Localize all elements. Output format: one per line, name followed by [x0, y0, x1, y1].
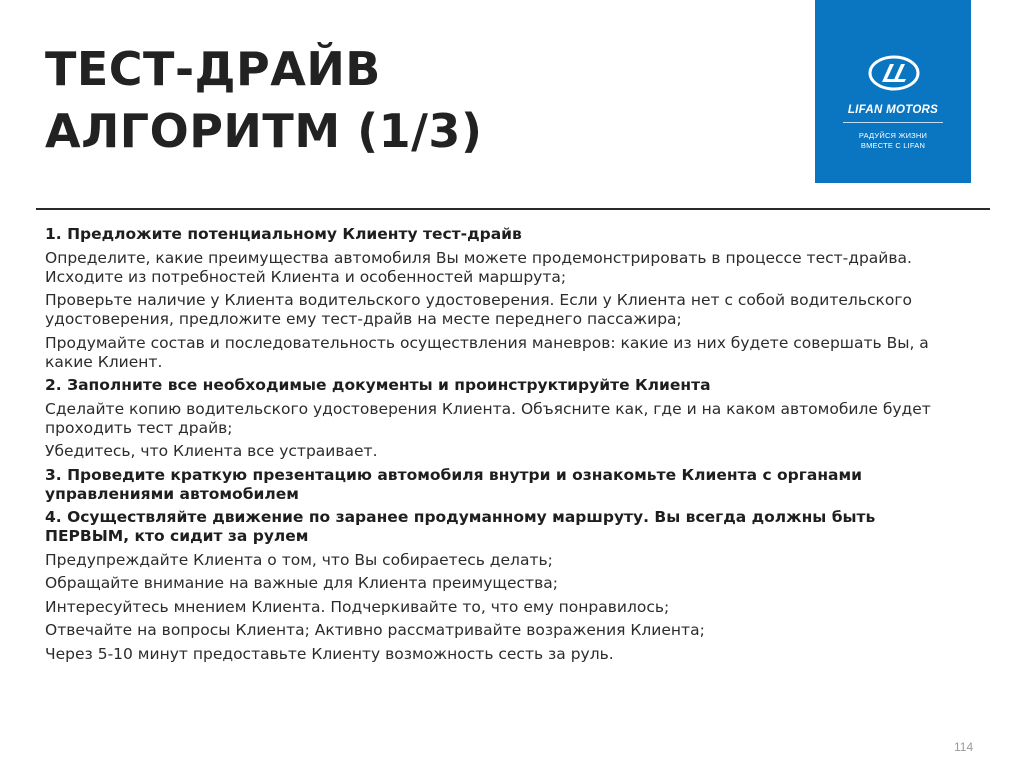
step-heading: 3. Проведите краткую презентацию автомобиля внутри и ознакомьте Клиента с органами управлениями автомобилем	[45, 465, 863, 503]
logo-divider	[843, 122, 943, 123]
step-heading: 1. Предложите потенциальному Клиенту тест-драйв	[45, 225, 522, 243]
lifan-logo	[815, 0, 971, 183]
slide-title	[45, 38, 482, 162]
step-instruction: Интересуйтесь мнением Клиента. Подчеркивайте то, что ему понравилось;	[45, 597, 670, 616]
step-instruction: Сделайте копию водительского удостоверения Клиента. Объясните как, где и на каком автомобиле будет проходить тест драйв;	[45, 399, 931, 437]
slide-title-line-1: ТЕСТ-ДРАЙВ	[45, 42, 381, 96]
logo-brand-name: LIFAN MOTORS	[847, 104, 939, 116]
logo-tagline-line-2: ВМЕСТЕ С LIFAN	[860, 141, 926, 150]
step-instruction: Определите, какие преимущества автомобиля Вы можете продемонстрировать в процессе тест-драйва. Исходите из потребностей Клиента и особенностей маршрута;	[45, 248, 912, 286]
step-instruction: Через 5-10 минут предоставьте Клиенту возможность сесть за руль.	[45, 644, 614, 663]
step-heading: 4. Осуществляйте движение по заранее продуманному маршруту. Вы всегда должны быть ПЕРВЫМ, кто сидит за рулем	[45, 508, 876, 545]
step-instruction: Проверьте наличие у Клиента водительского удостоверения. Если у Клиента нет с собой водительского удостоверения, предложите ему тест-драйв на месте переднего пассажира;	[45, 291, 912, 328]
slide-content	[45, 225, 945, 668]
step-instruction: Убедитесь, что Клиента все устраивает.	[45, 442, 378, 460]
step-instruction: Отвечайте на вопросы Клиента; Активно рассматривайте возражения Клиента;	[45, 621, 705, 639]
logo-tagline-line-1: РАДУЙСЯ ЖИЗНИ	[858, 131, 928, 140]
step-heading: 2. Заполните все необходимые документы и проинструктируйте Клиента	[45, 376, 711, 394]
slide-title-line-2: АЛГОРИТМ (1/3)	[45, 104, 483, 158]
step-instruction: Обращайте внимание на важные для Клиента преимущества;	[45, 574, 558, 592]
step-instruction: Продумайте состав и последовательность осуществления маневров: какие из них будете совершать Вы, а какие Клиент.	[45, 333, 929, 371]
title-divider	[36, 208, 990, 210]
step-instruction: Предупреждайте Клиента о том, что Вы собираетесь делать;	[45, 550, 553, 569]
page-number: 114	[954, 740, 974, 754]
logo-tagline	[815, 131, 971, 151]
lifan-emblem-icon	[868, 55, 920, 91]
